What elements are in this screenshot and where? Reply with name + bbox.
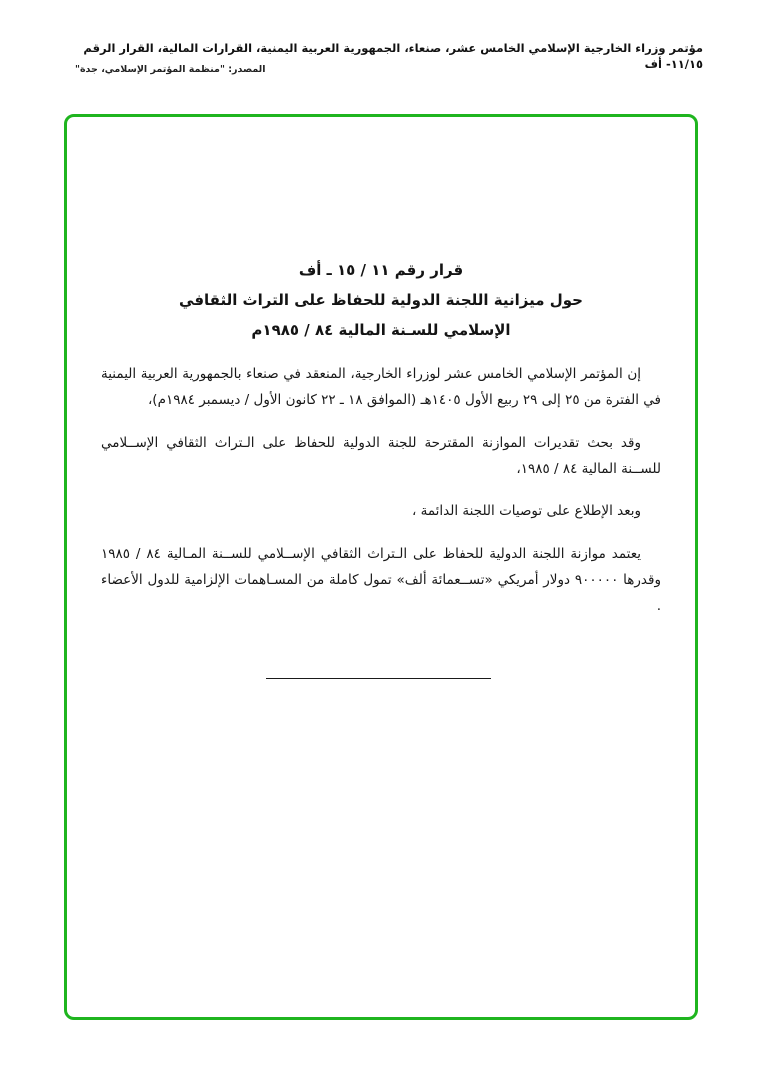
- resolution-title-line-1: قرار رقم ١١ / ١٥ ـ أف: [298, 261, 464, 279]
- document-frame: [64, 114, 698, 1020]
- resolution-title: [95, 255, 667, 345]
- resolution-body: [95, 361, 667, 620]
- header-citation: مؤتمر وزراء الخارجية الإسلامي الخامس عشر، صنعاء، الجمهورية العربية اليمنية، القرارات المالية، القرار الرقم ١١/١٥- أف: [83, 41, 703, 72]
- paragraph-budget-review: وقد بحث تقديرات الموازنة المقترحة للجنة الدولية للحفاظ على الـتراث الثقافي الإســلامي للســنة المالية ٨٤ / ١٩٨٥،: [101, 434, 661, 477]
- resolution-title-line-3: الإسلامي للسـنة المالية ٨٤ / ١٩٨٥م: [251, 321, 511, 339]
- paragraph-resolution-decision: يعتمد موازنة اللجنة الدولية للحفاظ على الـتراث الثقافي الإســلامي للســنة المـالية ٨٤ / ١٩٨٥ وقدرها ٩٠٠٠٠٠ دولار أمريكي «تســعمائة ألف» تمول كاملة من المسـاهمات الإلزامية للدول الأعضاء .: [101, 545, 661, 615]
- paragraph-preamble: إن المؤتمر الإسلامي الخامس عشر لوزراء الخارجية، المنعقد في صنعاء بالجمهورية العربية اليمنية في الفترة من ٢٥ إلى ٢٩ ربيع الأول ١٤٠٥هـ (الموافق ١٨ ـ ٢٢ كانون الأول / ديسمبر ١٩٨٤م)،: [101, 366, 661, 409]
- paragraph-committee-recommendations: وبعد الإطلاع على توصيات اللجنة الدائمة ،: [411, 503, 641, 520]
- source-line: المصدر: "منظمة المؤتمر الإسلامي، جدة": [75, 64, 266, 75]
- divider-line: [266, 678, 491, 679]
- resolution-title-line-2: حول ميزانية اللجنة الدولية للحفاظ على التراث الثقافي: [179, 291, 583, 309]
- document-content: [95, 255, 667, 679]
